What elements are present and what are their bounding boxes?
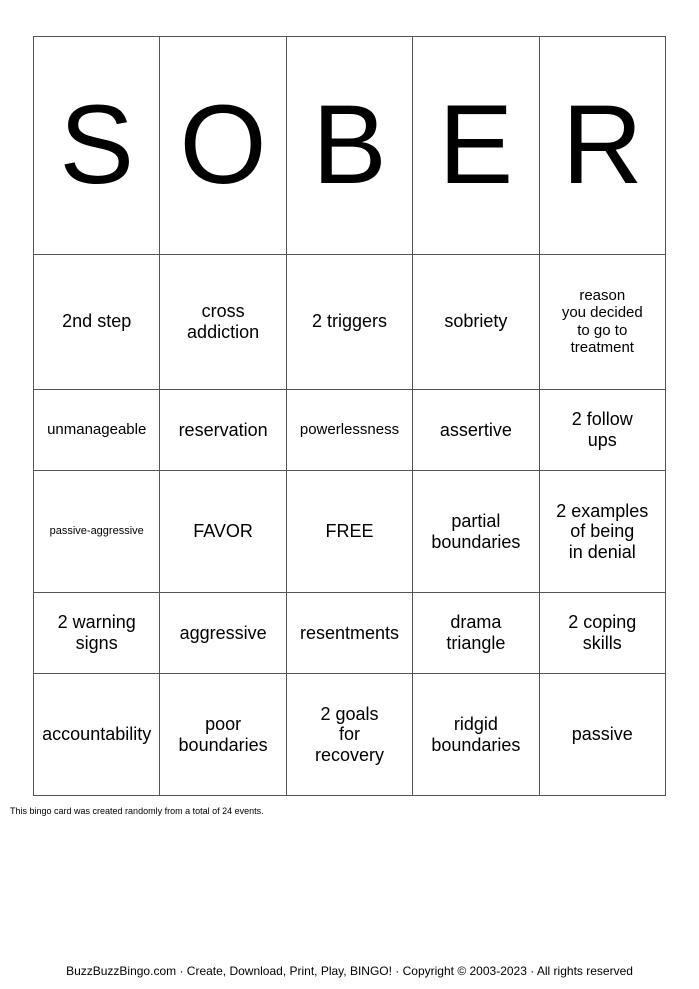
- footer-copyright: BuzzBuzzBingo.com · Create, Download, Print, Play, BINGO! · Copyright © 2003-2023 · All rights reserved: [66, 964, 633, 978]
- header-letter-b: B: [286, 37, 412, 255]
- bingo-cell: 2 goals for recovery: [286, 674, 412, 796]
- bingo-cell: aggressive: [160, 592, 286, 674]
- bingo-cell: 2 triggers: [286, 254, 412, 389]
- bingo-row-4: [34, 592, 666, 674]
- bingo-cell: 2 warning signs: [34, 592, 160, 674]
- bingo-cell: passive-aggressive: [34, 471, 160, 593]
- bingo-cell: poor boundaries: [160, 674, 286, 796]
- bingo-row-2: [34, 389, 666, 471]
- bingo-row-3: [34, 471, 666, 593]
- bingo-cell: sobriety: [413, 254, 539, 389]
- bingo-cell: powerlessness: [286, 389, 412, 471]
- header-letter-r: R: [539, 37, 665, 255]
- header-row: [34, 37, 666, 255]
- header-letter-o: O: [160, 37, 286, 255]
- bingo-cell: cross addiction: [160, 254, 286, 389]
- bingo-cell: 2 coping skills: [539, 592, 665, 674]
- bingo-cell: 2nd step: [34, 254, 160, 389]
- bingo-card: [33, 36, 666, 796]
- bingo-cell: reservation: [160, 389, 286, 471]
- free-space-cell: FREE: [286, 471, 412, 593]
- header-letter-e: E: [413, 37, 539, 255]
- bingo-row-5: [34, 674, 666, 796]
- bingo-cell: unmanageable: [34, 389, 160, 471]
- bingo-cell: 2 examples of being in denial: [539, 471, 665, 593]
- bingo-cell: partial boundaries: [413, 471, 539, 593]
- header-letter-s: S: [34, 37, 160, 255]
- bingo-cell: FAVOR: [160, 471, 286, 593]
- bingo-row-1: [34, 254, 666, 389]
- card-note: This bingo card was created randomly from a total of 24 events.: [10, 806, 264, 816]
- bingo-cell: resentments: [286, 592, 412, 674]
- bingo-cell: passive: [539, 674, 665, 796]
- bingo-cell: assertive: [413, 389, 539, 471]
- bingo-cell: drama triangle: [413, 592, 539, 674]
- bingo-cell: ridgid boundaries: [413, 674, 539, 796]
- bingo-cell: reason you decided to go to treatment: [539, 254, 665, 389]
- bingo-cell: 2 follow ups: [539, 389, 665, 471]
- bingo-cell: accountability: [34, 674, 160, 796]
